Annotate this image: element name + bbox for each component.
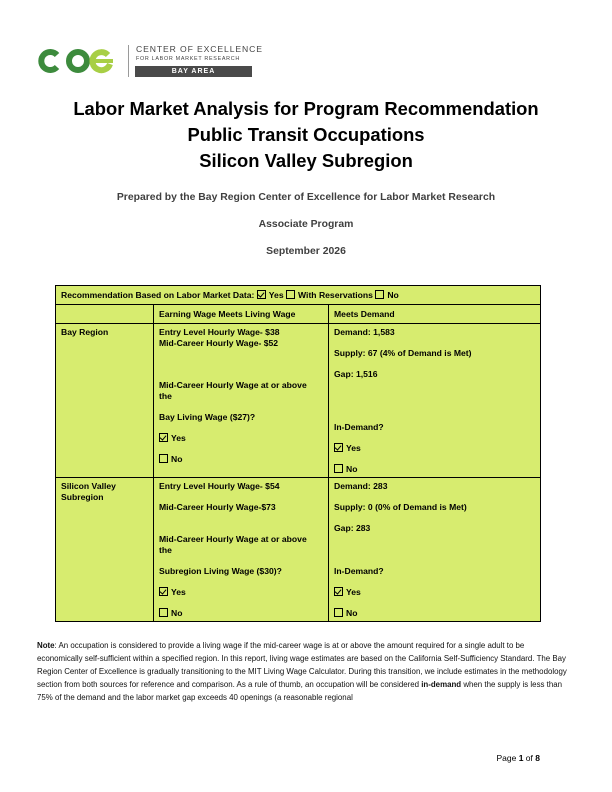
subregion-title: Silicon Valley Subregion bbox=[199, 150, 413, 171]
region-name: Bay Region bbox=[61, 327, 109, 337]
checkbox-checked bbox=[334, 443, 343, 452]
checkbox-yes-checked bbox=[257, 290, 266, 299]
spacer bbox=[334, 380, 535, 401]
demand-yes-line bbox=[334, 443, 535, 464]
checkbox-checked bbox=[334, 587, 343, 596]
spacer bbox=[334, 534, 535, 555]
recommendation-cell bbox=[56, 286, 541, 305]
note-label: Note bbox=[37, 641, 55, 650]
supply-value: Supply: 67 (4% of Demand is Met) bbox=[334, 348, 472, 358]
table-row-silicon-valley bbox=[56, 478, 541, 622]
report-date: September 2026 bbox=[266, 246, 346, 257]
header-empty-cell bbox=[56, 305, 154, 324]
wage-question-b: the bbox=[159, 391, 172, 401]
wage-cell bbox=[154, 478, 329, 622]
demand-no-line bbox=[334, 608, 535, 619]
entry-wage: Entry Level Hourly Wage- $38 bbox=[159, 327, 280, 337]
note-emphasis: in-demand bbox=[421, 680, 462, 689]
note-text-1: : An occupation is considered to provide a living wage if the mid-career wage is at or above the amount required for a single adult to be economically self-sufficient within a specified region. In this report, living wage estimates are based on the California Self-Sufficiency Standard. The Bay Region Center of Excellence is gradually transitioning to the MIT Living Wage Calculator. During this transition, we include estimates in the methodology section from both sources for reference and comparison. As a rule of thumb, an occupation will be considered bbox=[37, 641, 567, 689]
supply-value: Supply: 0 (0% of Demand is Met) bbox=[334, 502, 467, 512]
checkbox-unchecked bbox=[159, 454, 168, 463]
wage-no-line bbox=[159, 454, 323, 465]
demand-cell bbox=[329, 478, 541, 622]
table-row-bay-region bbox=[56, 324, 541, 478]
region-cell bbox=[56, 324, 154, 478]
wage-question-b: the bbox=[159, 545, 172, 555]
prepared-by: Prepared by the Bay Region Center of Excellence for Labor Market Research bbox=[116, 192, 496, 203]
wage-question-c: Bay Living Wage ($27)? bbox=[159, 412, 256, 422]
page-word: Page bbox=[496, 753, 517, 763]
demand-yes: Yes bbox=[346, 587, 361, 597]
wage-question-a: Mid-Career Hourly Wage at or above bbox=[159, 380, 307, 390]
report-title: Labor Market Analysis for Program Recommendation bbox=[73, 98, 539, 119]
demand-yes: Yes bbox=[346, 443, 361, 453]
page-total: 8 bbox=[535, 753, 540, 763]
recommendation-with-reservations: With Reservations bbox=[298, 290, 373, 300]
wage-cell bbox=[154, 324, 329, 478]
checkbox-checked bbox=[159, 587, 168, 596]
wage-no-line bbox=[159, 608, 323, 619]
coe-logo bbox=[37, 43, 263, 79]
region-name-b: Subregion bbox=[61, 492, 104, 502]
table-header-row bbox=[56, 305, 541, 324]
checkbox-unchecked bbox=[159, 608, 168, 617]
entry-wage: Entry Level Hourly Wage- $54 bbox=[159, 481, 280, 491]
note-text-2: when the supply is less than 75% of the demand and the labor market gap exceeds 40 openings (a reasonable regional bbox=[37, 680, 563, 702]
recommendation-table bbox=[55, 285, 541, 622]
checkbox-no bbox=[375, 290, 384, 299]
recommendation-row bbox=[56, 286, 541, 305]
page-footer bbox=[440, 753, 540, 763]
demand-no: No bbox=[346, 608, 358, 618]
checkbox-unchecked bbox=[334, 608, 343, 617]
header-meets-demand: Meets Demand bbox=[329, 305, 541, 324]
wage-no: No bbox=[171, 454, 183, 464]
page-number: 1 bbox=[518, 753, 524, 763]
coe-logo-mark bbox=[37, 47, 119, 75]
program-level: Associate Program bbox=[258, 219, 354, 230]
region-cell bbox=[56, 478, 154, 622]
demand-cell bbox=[329, 324, 541, 478]
spacer bbox=[334, 555, 535, 566]
checkbox-with-reservations bbox=[286, 290, 295, 299]
of-word: of bbox=[525, 753, 533, 763]
header-living-wage: Earning Wage Meets Living Wage bbox=[154, 305, 329, 324]
demand-yes-line bbox=[334, 587, 535, 608]
logo-divider bbox=[128, 45, 129, 77]
checkbox-checked bbox=[159, 433, 168, 442]
gap-value: Gap: 283 bbox=[334, 523, 371, 533]
occupation-title: Public Transit Occupations bbox=[187, 124, 425, 145]
demand-value: Demand: 283 bbox=[334, 481, 388, 491]
logo-region-badge: BAY AREA bbox=[135, 66, 252, 77]
demand-no: No bbox=[346, 464, 358, 474]
spacer bbox=[159, 523, 323, 534]
wage-yes-line bbox=[159, 433, 323, 454]
spacer bbox=[159, 359, 323, 380]
recommendation-no: No bbox=[387, 290, 399, 300]
wage-yes: Yes bbox=[171, 587, 186, 597]
demand-value: Demand: 1,583 bbox=[334, 327, 395, 337]
logo-text-line1: CENTER OF EXCELLENCE bbox=[136, 44, 263, 54]
demand-no-line bbox=[334, 464, 535, 475]
wage-yes: Yes bbox=[171, 433, 186, 443]
wage-question-a: Mid-Career Hourly Wage at or above bbox=[159, 534, 307, 544]
logo-text-line2: FOR LABOR MARKET RESEARCH bbox=[136, 56, 240, 62]
recommendation-label: Recommendation Based on Labor Market Data: bbox=[61, 290, 255, 300]
wage-no: No bbox=[171, 608, 183, 618]
wage-yes-line bbox=[159, 587, 323, 608]
methodology-note bbox=[37, 639, 572, 704]
wage-question-c: Subregion Living Wage ($30)? bbox=[159, 566, 282, 576]
checkbox-unchecked bbox=[334, 464, 343, 473]
mid-wage: Mid-Career Hourly Wage-$73 bbox=[159, 502, 276, 512]
gap-value: Gap: 1,516 bbox=[334, 369, 378, 379]
in-demand-question: In-Demand? bbox=[334, 422, 384, 432]
region-name-a: Silicon Valley bbox=[61, 481, 116, 491]
spacer bbox=[334, 401, 535, 422]
in-demand-question: In-Demand? bbox=[334, 566, 384, 576]
recommendation-yes: Yes bbox=[268, 290, 284, 300]
mid-wage: Mid-Career Hourly Wage- $52 bbox=[159, 338, 279, 348]
